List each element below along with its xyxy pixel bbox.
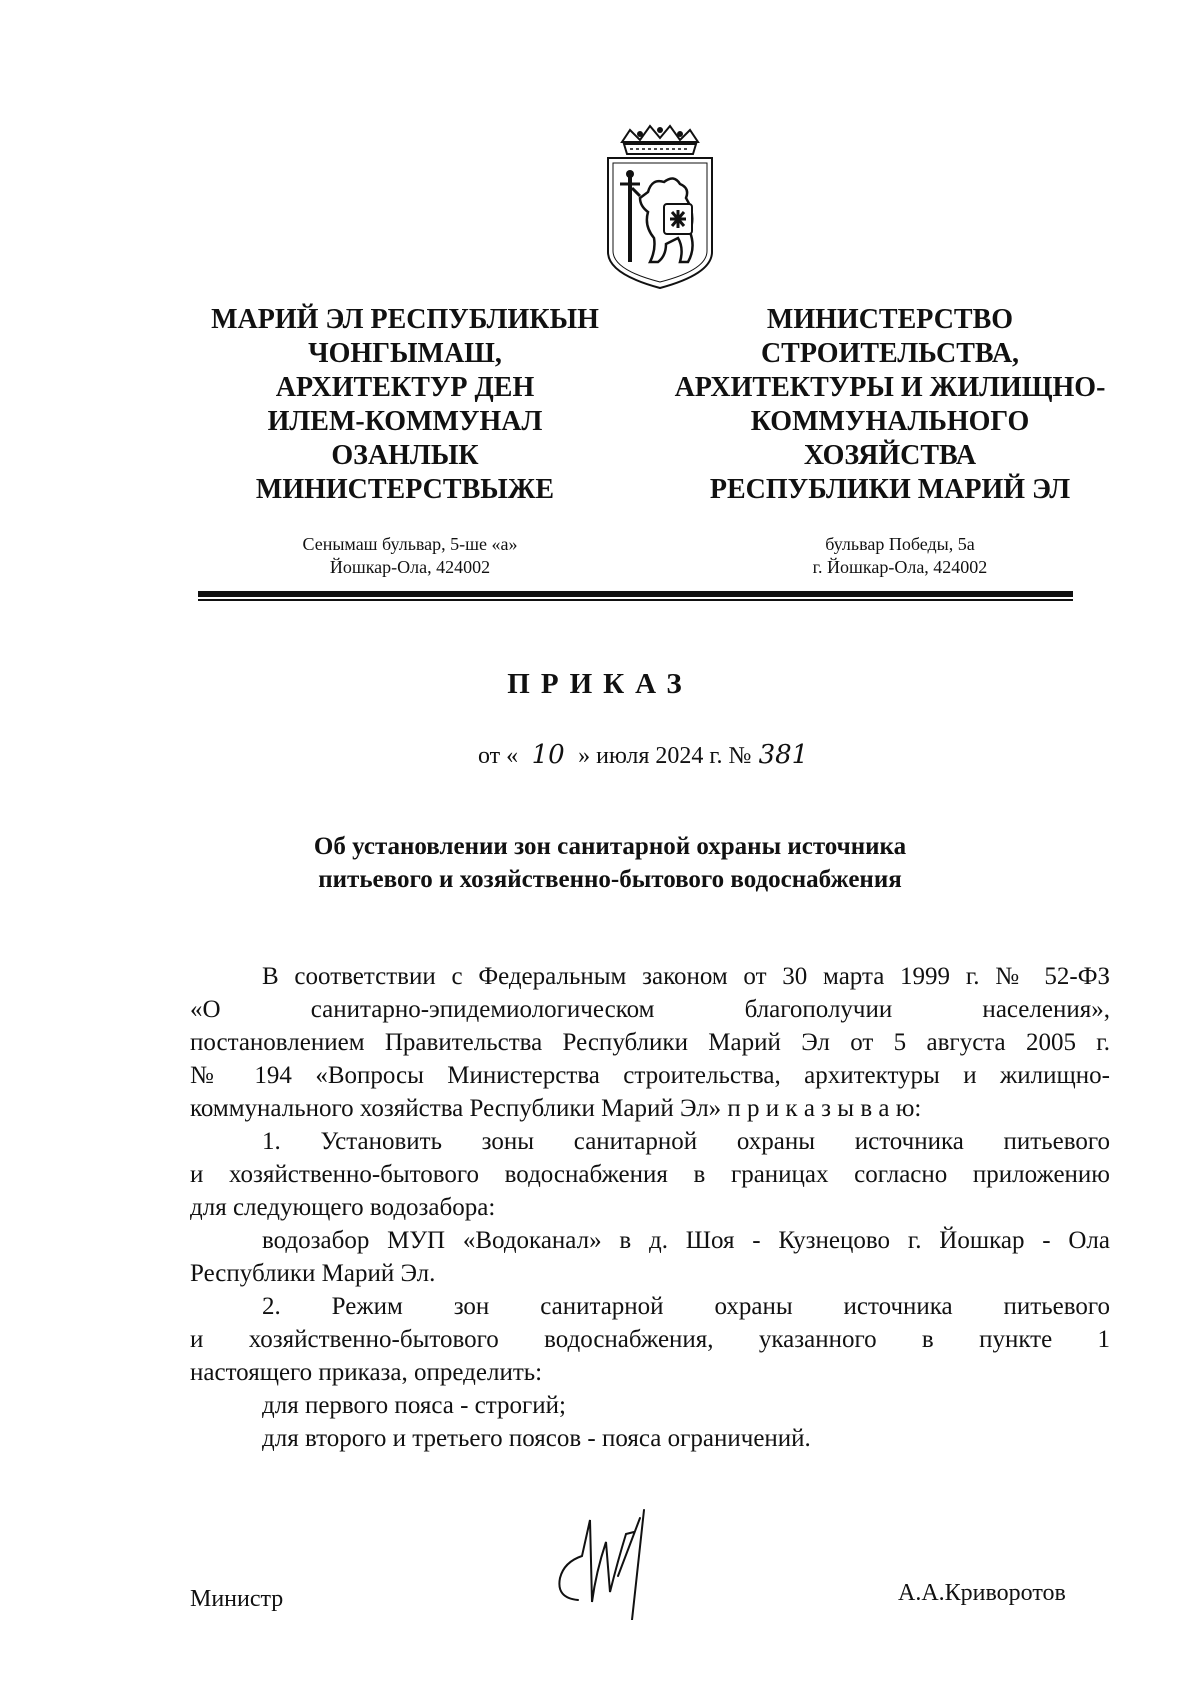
body-line: настоящего приказа, определить: — [190, 1359, 543, 1386]
org-name-line: ОЗАНЛЫК — [331, 440, 479, 471]
body-line: 2. Режим зон санитарной охраны источника питьевого — [262, 1293, 1110, 1320]
body-line: 1. Установить зоны санитарной охраны источника питьевого — [262, 1128, 1110, 1155]
body-line: «О санитарно-эпидемиологическом благополучии населения», — [190, 996, 1110, 1023]
body-line: постановлением Правительства Республики Марий Эл от 5 августа 2005 г. — [190, 1029, 1110, 1056]
address-line: Сенымаш бульвар, 5-ше «а» — [302, 534, 518, 554]
org-name-line: АРХИТЕКТУРЫ И ЖИЛИЩНО- — [674, 372, 1106, 403]
address-line: бульвар Победы, 5а — [825, 534, 975, 554]
body-line: для следующего водозабора: — [190, 1194, 496, 1221]
body-line: коммунального хозяйства Республики Марий Эл» п р и к а з ы в а ю: — [190, 1095, 922, 1122]
address-line: г. Йошкар-Ола, 424002 — [812, 557, 988, 577]
org-name-line: МАРИЙ ЭЛ РЕСПУБЛИКЫН — [211, 304, 599, 335]
org-name-line: СТРОИТЕЛЬСТВА, — [760, 338, 1020, 369]
address-mari — [230, 533, 590, 579]
date-number-line — [478, 740, 815, 770]
body-line: В соответствии с Федеральным законом от 30 марта 1999 г. № 52-ФЗ — [262, 963, 1110, 990]
address-line: Йошкар-Ола, 424002 — [329, 557, 491, 577]
handwritten-signature — [548, 1480, 658, 1620]
org-name-line: КОММУНАЛЬНОГО — [750, 406, 1030, 437]
org-name-line: ЧОНГЫМАШ, — [308, 338, 502, 369]
body-line: № 194 «Вопросы Министерства строительства, архитектуры и жилищно- — [190, 1062, 1110, 1089]
org-name-line: РЕСПУБЛИКИ МАРИЙ ЭЛ — [709, 474, 1071, 505]
org-name-russian — [660, 303, 1120, 507]
body-line: для первого пояса - строгий; — [262, 1392, 566, 1419]
address-russian — [750, 533, 1050, 579]
org-name-line: ХОЗЯЙСТВА — [803, 440, 977, 471]
body-line: и хозяйственно-бытового водоснабжения, указанного в пункте 1 — [190, 1326, 1110, 1353]
subject-line: Об установлении зон санитарной охраны источника — [313, 833, 907, 860]
signatory-title: Министр — [190, 1586, 284, 1612]
header-divider-thin — [198, 599, 1073, 601]
body-line: и хозяйственно-бытового водоснабжения в границах согласно приложению — [190, 1161, 1110, 1188]
body-line: Республики Марий Эл. — [190, 1260, 436, 1287]
coat-of-arms-icon — [600, 122, 720, 292]
body-line: для второго и третьего поясов - пояса ограничений. — [262, 1425, 811, 1452]
org-name-line: ИЛЕМ-КОММУНАЛ — [267, 406, 543, 437]
header-divider-thick — [198, 591, 1073, 597]
body-line: водозабор МУП «Водоканал» в д. Шоя - Кузнецово г. Йошкар - Ола — [262, 1227, 1110, 1254]
org-name-line: МИНИСТЕРСТВО — [766, 304, 1014, 335]
document-type: ПРИКАЗ — [507, 668, 693, 700]
org-name-line: АРХИТЕКТУР ДЕН — [275, 372, 535, 403]
document-subject — [250, 830, 970, 896]
subject-line: питьевого и хозяйственно-бытового водоснабжения — [318, 866, 902, 893]
date-prefix: от « — [478, 743, 519, 769]
handwritten-day: 10 — [531, 740, 565, 770]
signatory-name: А.А.Криворотов — [898, 1580, 1066, 1606]
document-body — [190, 960, 1110, 1455]
org-name-line: МИНИСТЕРСТВЫЖЕ — [255, 474, 555, 505]
date-month-year: » июля 2024 г. № — [578, 743, 752, 769]
handwritten-number: 381 — [758, 740, 809, 770]
org-name-mari — [190, 303, 620, 507]
